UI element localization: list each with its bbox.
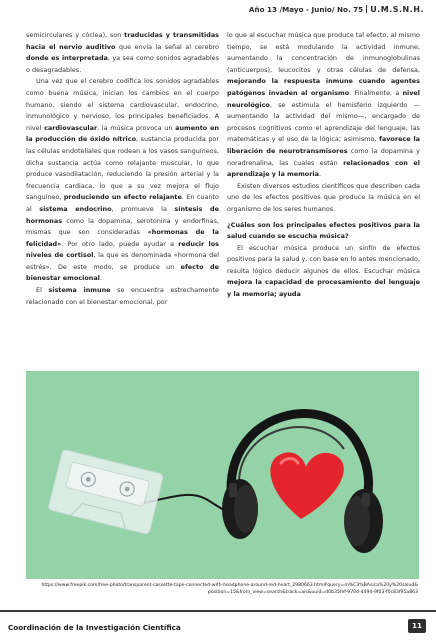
right-column	[227, 30, 420, 301]
running-header	[249, 5, 424, 14]
left-column	[26, 30, 219, 308]
page-number: 11	[408, 619, 426, 633]
headphone-left-earcup	[222, 479, 258, 539]
cassette-headphones-heart-illustration	[26, 371, 419, 579]
section-question: ¿Cuáles son los principales efectos positivos para la salud cuando se escucha música?	[227, 220, 420, 241]
image-credit: https://www.freepik.com/free-photo/transparent-cassette-tape-connected-with-headphone-around-red-heart_2980663.htm#query=m%C3%BAsica%20y%20salud&position=15&from_view=search&track=ais&uuid=d0b35fef-970d-4494-9f03-f0c83f95a863	[41, 583, 418, 595]
journal-name: U.M.S.N.H.	[370, 5, 424, 14]
paragraph: El sistema inmune se encuentra estrechamente relacionado con el bienestar emocional, por	[26, 286, 219, 306]
header-divider	[366, 5, 367, 13]
page-footer	[0, 612, 436, 640]
paragraph: semicirculares y cóclea), son traducidas y transmitidas hacia el nervio auditivo que envía la señal al cerebro donde es interpretada, ya sea como sonidos agradables o desagradables.	[26, 31, 220, 74]
paragraph: lo que al escuchar música que produce tal efecto, al mismo tiempo, se está modulando la actividad inmune, aumentando la concentración de inmunoglobulinas (anticuerpos), leucocitos y otras células de defensa, mejorando la respuesta inmune cuando agentes patógenos invaden al organismo. Finalmente, a nivel neurológico, se estimula el hemisferio izquierdo —aumentando la actividad del mismo—, encargado de procesos cognitivos como el aprendizaje del lenguaje, las matemáticas y el uso de la lógica; asimismo, favorece la liberación de neurotransmisores como la dopamina y noradrenalina, las cuales están relacionados con el aprendizaje y la memoria.	[227, 31, 420, 179]
paragraph: Una vez que el cerebro codifica los sonidos agradables como buena música, inician los cambios en el cuerpo humano, siendo el sistema cardiovascular, endocrino, inmunológico y nervioso, los principales beneficiados. A nivel cardiovascular, la música provoca un aumento en la producción de óxido nítrico, sustancia producida por las células endoteliales que rodean a los vasos sanguíneos, dicha sustancia actúa como relajante muscular, lo que produce vasodilatación, reduciendo la presión arterial y la frecuencia cardiaca, lo que a su vez mejora el flujo sanguíneo, produciendo un efecto relajante. En cuanto al sistema endocrino, promueve la síntesis de hormonas como la dopamina, serotonina y endorfinas, mismas que son consideradas «hormonas de la felicidad». Por otro lado, puede ayudar a reducir los niveles de cortisol, la que es denominada «hormona del estrés». De este modo, se produce un efecto de bienestar emocional.	[26, 77, 220, 283]
paragraph: Existen diversos estudios científicos que describen cada uno de los efectos positivos que produce la música en el organismo de los seres humanos.	[227, 181, 420, 213]
footer-title: Coordinación de la Investigación Científica	[8, 623, 181, 632]
issue-info: Año 13 /Mayo - Junio/ No. 75	[248, 5, 364, 14]
paragraph: El escuchar música produce un sinfín de efectos positivos para la salud y, con base en lo antes mencionado, resulta lógico deducir algunos de ellos. Escuchar música mejora la capacidad de procesamiento del lenguaje y la memoria; ayuda	[227, 243, 420, 299]
